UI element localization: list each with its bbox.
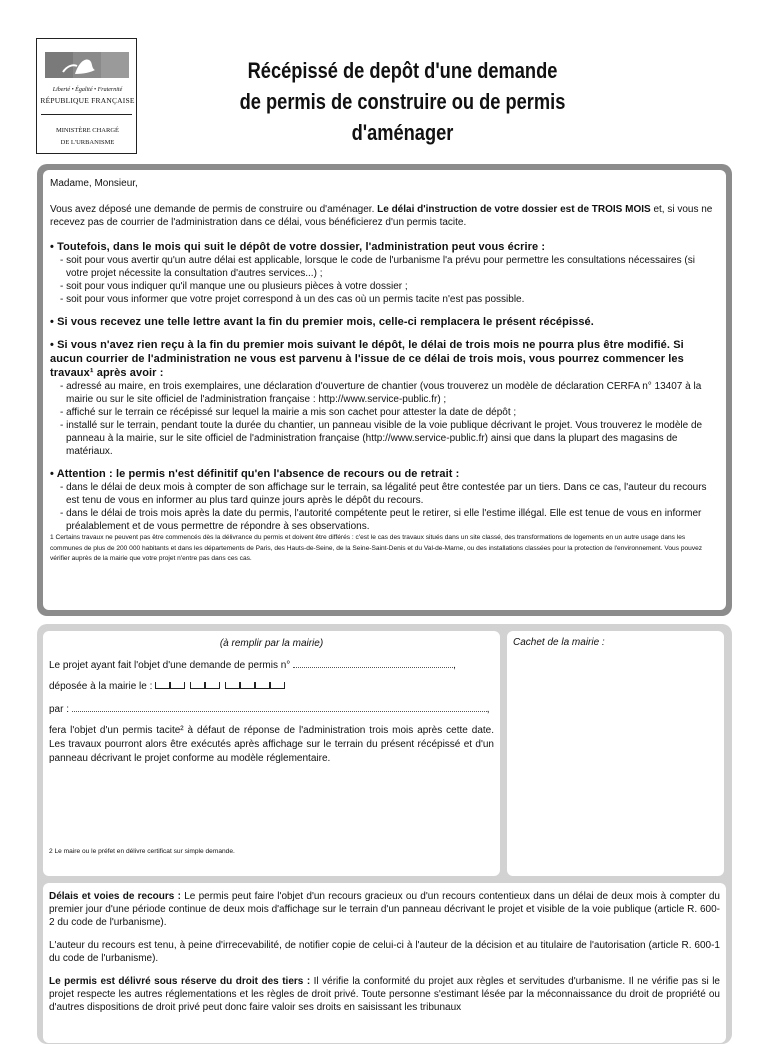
logo-divider — [41, 114, 132, 115]
list-item: - soit pour vous informer que votre projet correspond à un des cas où un permis tacite n'est pas possible. — [60, 294, 525, 305]
third-party-paragraph — [49, 975, 720, 1014]
list-item: - dans le délai de trois mois après la date du permis, l'autorité compétente peut le retirer, si elle l'estime illégal. Elle est tenue de vous en informer préalablement et de vous permettre de répondre à ses observations. — [60, 508, 702, 532]
list-item: - affiché sur le terrain ce récépissé sur lequel la mairie a mis son cachet pour attester la date de dépôt ; — [60, 407, 517, 418]
list-item: - adressé au maire, en trois exemplaires, une déclaration d'ouverture de chantier (vous trouverez un modèle de déclaration CERFA n° 13407 à la mairie ou sur le site officiel de l'administration française : http://www.service-public.fr) ; — [60, 381, 702, 405]
applicant-field[interactable] — [72, 701, 487, 712]
recours-paragraph — [49, 890, 720, 929]
third-party-heading: Le permis est délivré sous réserve du droit des tiers : — [49, 976, 311, 987]
applicant-row: par : , — [49, 701, 494, 717]
ministry-line-1: MINISTÈRE CHARGÉ — [55, 127, 119, 134]
applicant-label: par : — [49, 704, 70, 715]
section-1-list — [50, 254, 719, 306]
third-party-text: Il vérifie la conformité du projet aux règles et servitudes d'urbanisme. Il ne vérifie pas si le projet respecte les autres réglementations et les règles de droit privé. Toute personne s'estimant lésée par la méconnaissance du droit de propriété ou d'autres dispositions de droit privé peut donc faire valoir ses droits en saisissant les tribunaux — [49, 976, 720, 1013]
permit-number-field[interactable] — [293, 657, 453, 668]
legal-info-panel — [43, 883, 726, 1043]
ministry-line-2: DE L'URBANISME — [60, 139, 115, 146]
notification-paragraph: L'auteur du recours est tenu, à peine d'irrecevabilité, de notifier copie de celui-ci à l'auteur de la décision et au titulaire de l'autorisation (article R. 600-1 du code de l'urbanisme). — [49, 940, 720, 964]
section-4-list — [50, 481, 719, 533]
republic-logo — [36, 38, 137, 154]
section-3-heading: • Si vous n'avez rien reçu à la fin du premier mois suivant le dépôt, le délai de trois mois ne pourra plus être modifié. Si aucun courrier de l'administration ne vous est parvenu à l'issue de ce délai de trois mois, vous pourrez commencer les travaux¹ après avoir : — [50, 339, 684, 379]
ministry-name — [37, 125, 138, 149]
recours-text: Le permis peut faire l'objet d'un recours gracieux ou d'un recours contentieux dans un délai de deux mois à compter du premier jour d'une période continue de deux mois d'affichage sur le terrain d'un panneau décrivant le projet et visible de la voie publique (article R. 600-2 du code de l'urbanisme). — [49, 891, 720, 928]
list-item: - installé sur le terrain, pendant toute la durée du chantier, un panneau visible de la voie publique décrivant le projet. Vous trouverez le modèle de panneau à la mairie, sur le site officiel de l'administration française (http://www.service-public.fr) ainsi que dans la plupart des magasins de matériaux. — [60, 420, 703, 457]
title-line-1: Récépissé de depôt d'une demande — [247, 58, 558, 83]
list-item: - soit pour vous avertir qu'un autre délai est applicable, lorsque le code de l'urbanisme l'a prévu pour permettre les consultations nécessaires (si votre projet nécessite la consultation d'autres services...) ; — [60, 255, 695, 279]
intro-text-b: Le délai d'instruction de votre dossier est de TROIS MOIS — [377, 204, 651, 215]
intro-text-c: et, si vous ne recevez pas de courrier de l'administration dans ce délai, vous bénéficierez d'un permis tacite. — [50, 204, 713, 228]
section-4-heading: • Attention : le permis n'est définitif qu'en l'absence de recours ou de retrait : — [50, 468, 460, 480]
permit-number-label: Le projet ayant fait l'objet d'une demande de permis n° — [49, 660, 291, 671]
permit-number-row: Le projet ayant fait l'objet d'une demande de permis n° , — [49, 657, 494, 673]
list-item: - dans le délai de deux mois à compter de son affichage sur le terrain, sa légalité peut être contestée par un tiers. Dans ce cas, l'auteur du recours est tenu de vous en informer au plus tard quinze jours après le dépôt du recours. — [60, 482, 707, 506]
footnote-2: 2 Le maire ou le préfet en délivre certificat sur simple demande. — [49, 848, 235, 855]
republic-name: RÉPUBLIQUE FRANÇAISE — [40, 96, 135, 105]
list-item: - soit pour vous indiquer qu'il manque une ou plusieurs pièces à votre dossier ; — [60, 281, 408, 292]
section-1-heading: • Toutefois, dans le mois qui suit le dépôt de votre dossier, l'administration peut vous écrire : — [50, 241, 546, 253]
notice-panel — [43, 170, 726, 610]
page-title — [193, 55, 612, 148]
title-line-2: de permis de construire ou de permis d'aménager — [239, 89, 566, 145]
section-2-heading: • Si vous recevez une telle lettre avant la fin du premier mois, celle-ci remplacera le présent récépissé. — [50, 316, 594, 328]
tacit-permit-text: fera l'objet d'un permis tacite² à défaut de réponse de l'administration trois mois après cette date. Les travaux pourront alors être exécutés après affichage sur le terrain du présent récépissé et d'un panneau décrivant le projet conforme au modèle réglementaire. — [49, 725, 494, 764]
intro-paragraph — [50, 203, 719, 229]
deposit-date-label: déposée à la mairie le : — [49, 681, 153, 692]
motto: Liberté • Égalité • Fraternité — [52, 87, 123, 93]
mairie-form-heading: (à remplir par la mairie) — [219, 638, 324, 649]
deposit-date-row — [49, 680, 494, 694]
mairie-stamp-box[interactable] — [507, 631, 724, 876]
intro-text-a: Vous avez déposé une demande de permis de construire ou d'aménager. — [50, 204, 378, 215]
marianne-logo-icon — [45, 52, 129, 78]
footnote-1: 1 Certains travaux ne peuvent pas être commencés dès la délivrance du permis et doivent être différés : c'est le cas des travaux situés dans un site classé, des transformations de logements en un autre usage dans les communes de plus de 200 000 habitants et dans les départements de Paris, des Hauts-de-Seine, de la Seine-Saint-Denis et du Val-de-Marne, ou des installations classées pour la protection de l'environnement. Vous pouvez vérifier auprès de la mairie que votre projet n'entre pas dans ces cas. — [50, 534, 703, 562]
greeting: Madame, Monsieur, — [50, 178, 138, 189]
stamp-label: Cachet de la mairie : — [513, 637, 605, 648]
deposit-date-field[interactable] — [155, 680, 285, 694]
recours-heading: Délais et voies de recours : — [49, 891, 181, 902]
section-3-list — [50, 380, 719, 458]
mairie-form — [43, 631, 500, 876]
